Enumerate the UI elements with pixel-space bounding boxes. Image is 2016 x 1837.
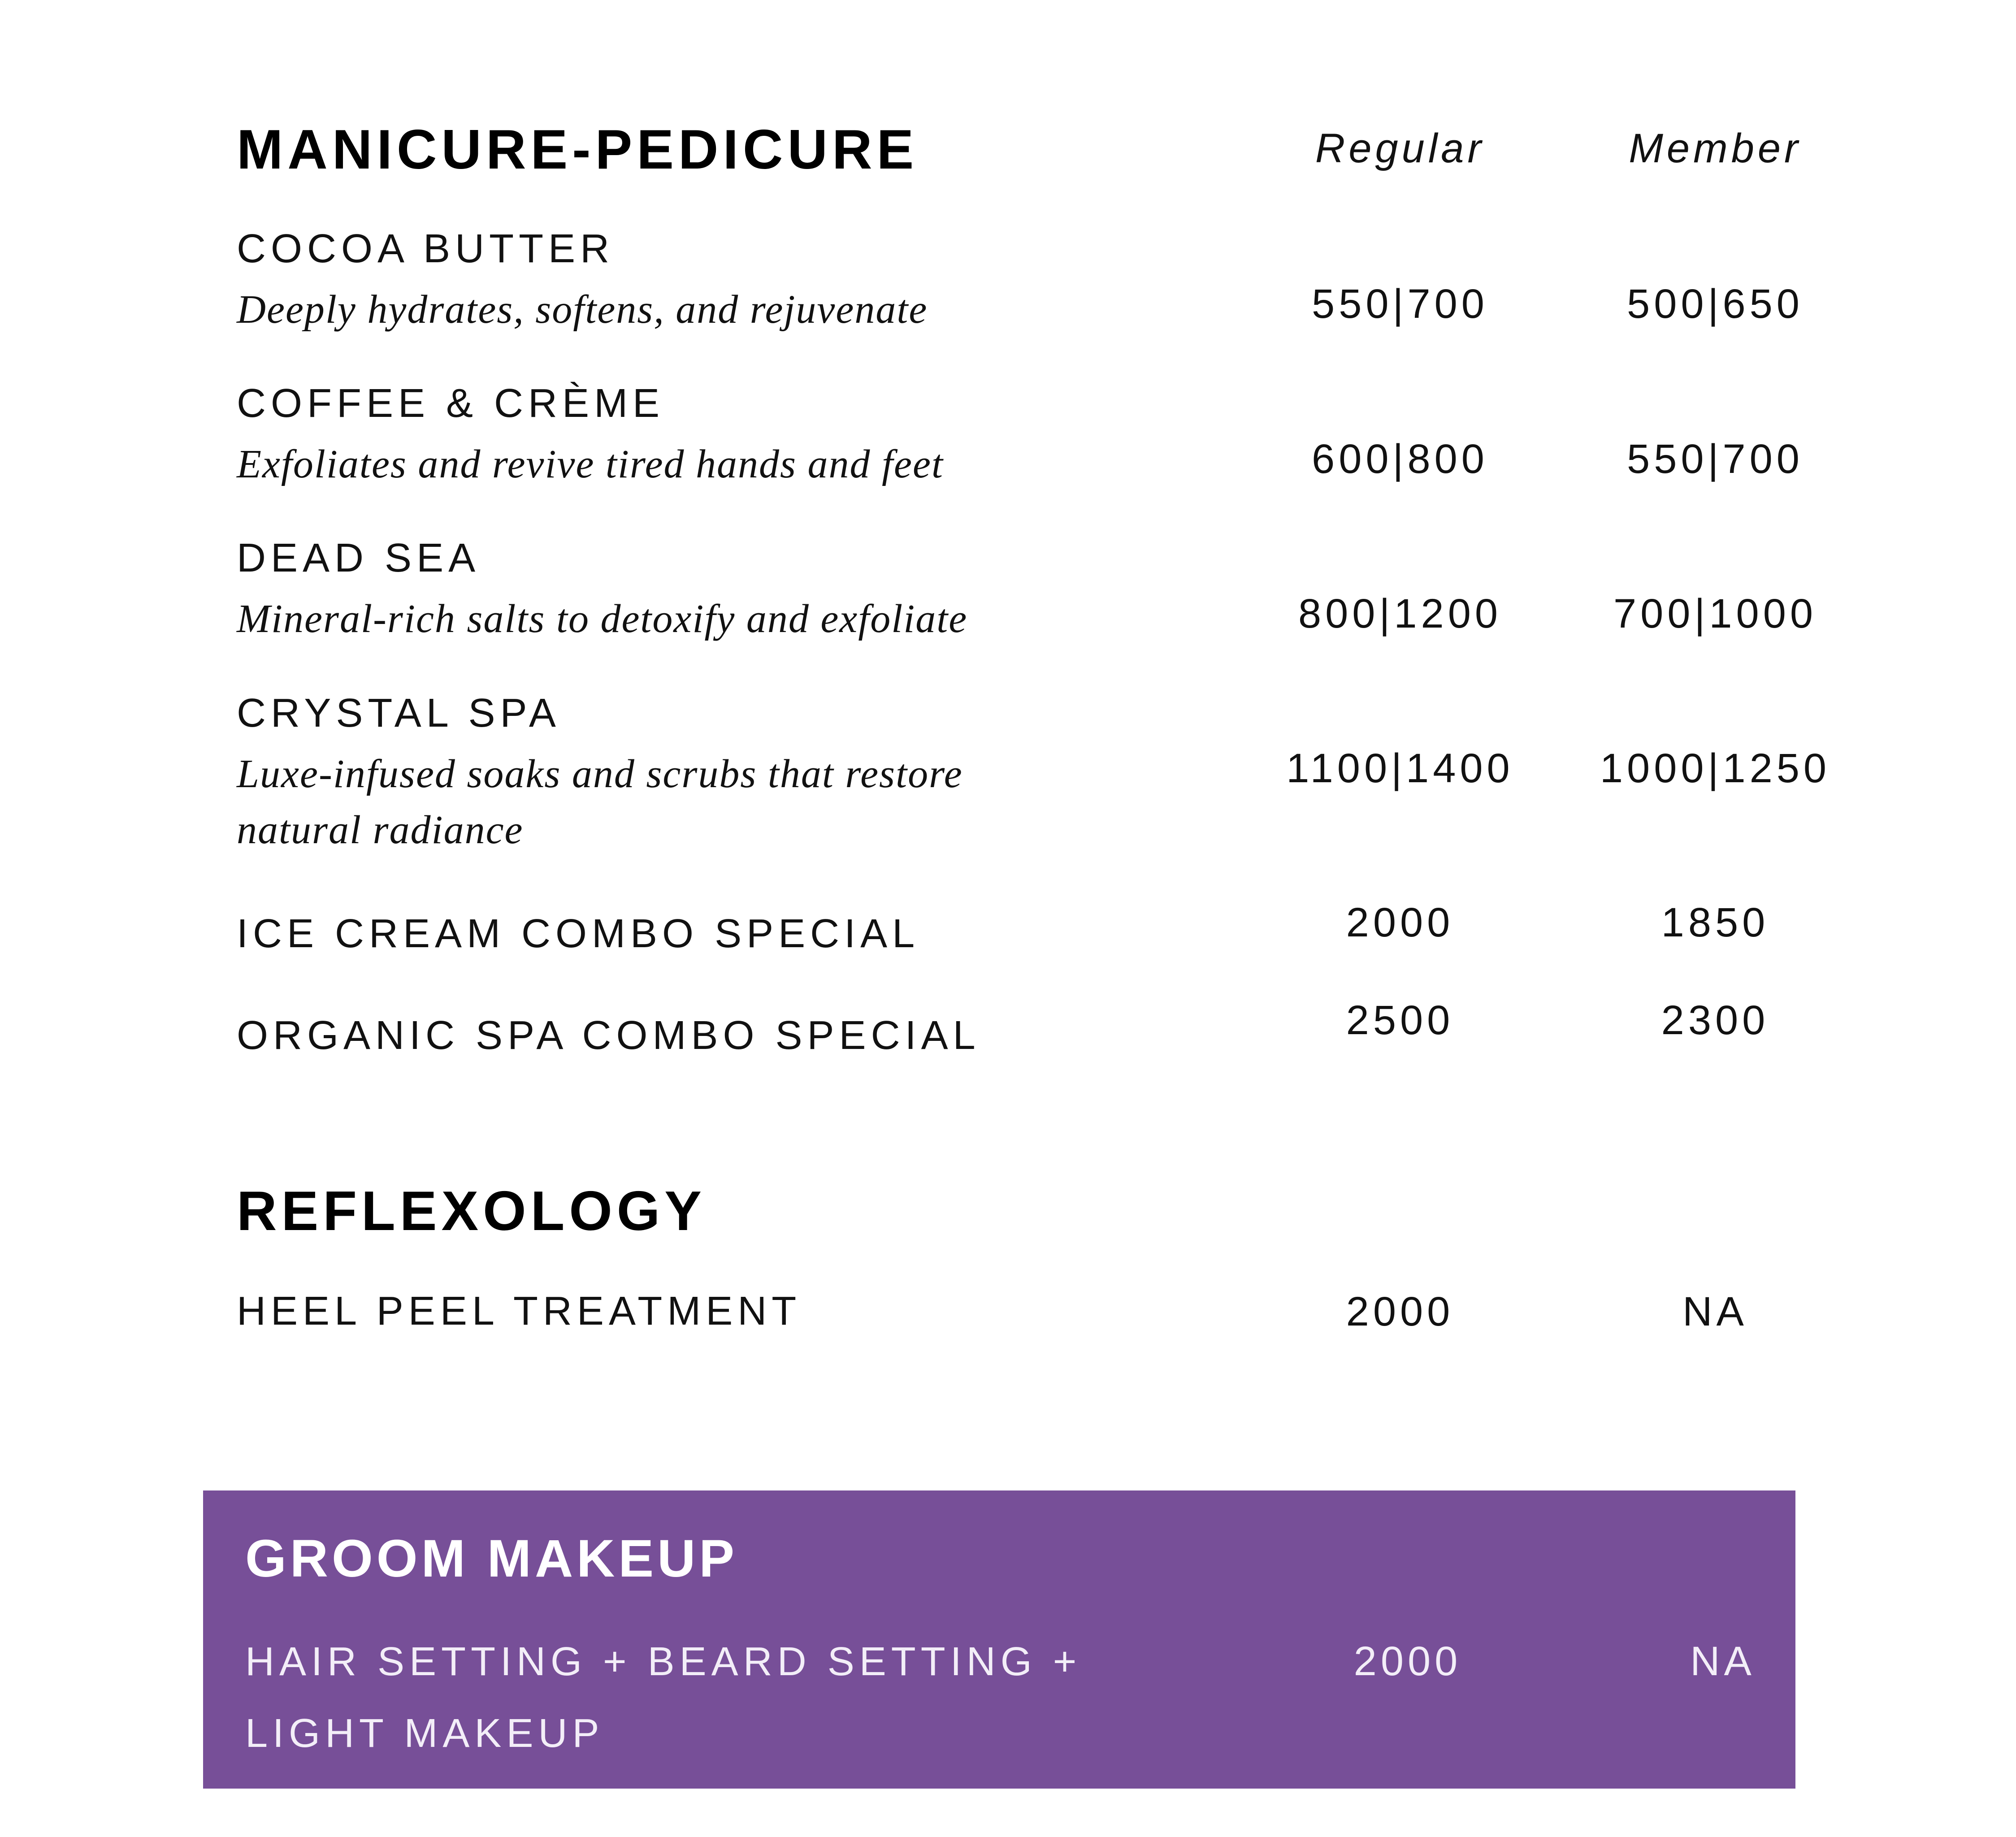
item-description: Luxe-infused soaks and scrubs that restore natural radiance xyxy=(237,752,963,852)
item-name: ORGANIC SPA COMBO SPECIAL xyxy=(237,1013,980,1058)
item-name: DEAD SEA xyxy=(237,536,481,581)
section-title-reflexology: REFLEXOLOGY xyxy=(237,1180,706,1242)
item-name: HAIR SETTING + BEARD SETTING + LIGHT MAKEUP xyxy=(245,1639,1082,1756)
price-regular: 600|800 xyxy=(1312,436,1488,482)
price-regular: 800|1200 xyxy=(1298,591,1502,637)
price-member: 700|1000 xyxy=(1613,591,1817,637)
item-name: CRYSTAL SPA xyxy=(237,691,561,736)
item-name: HEEL PEEL TREATMENT xyxy=(237,1289,802,1334)
price-member: NA xyxy=(1682,1289,1748,1334)
item-description: Mineral-rich salts to detoxify and exfoliate xyxy=(237,597,968,641)
price-regular: 2000 xyxy=(1346,900,1454,945)
column-header-regular: Regular xyxy=(1315,126,1485,171)
price-member: 1000|1250 xyxy=(1600,745,1831,791)
price-regular: 1100|1400 xyxy=(1286,745,1514,791)
price-regular: 2000 xyxy=(1346,1289,1454,1334)
item-description: Deeply hydrates, softens, and rejuvenate xyxy=(237,287,928,332)
price-regular: 550|700 xyxy=(1312,281,1488,327)
price-member: NA xyxy=(1690,1638,1756,1684)
groom-makeup-band xyxy=(203,1490,1795,1789)
section-title-manicure-pedicure: MANICURE-PEDICURE xyxy=(237,119,919,181)
price-member: 1850 xyxy=(1661,900,1769,945)
item-name: COCOA BUTTER xyxy=(237,226,615,271)
price-member: 2300 xyxy=(1661,997,1769,1043)
price-regular: 2000 xyxy=(1353,1638,1462,1684)
price-regular: 2500 xyxy=(1346,997,1454,1043)
price-member: 550|700 xyxy=(1627,436,1804,482)
price-member: 500|650 xyxy=(1627,281,1804,327)
item-name: COFFEE & CRÈME xyxy=(237,381,665,426)
item-name: ICE CREAM COMBO SPECIAL xyxy=(237,911,920,956)
item-description: Exfoliates and revive tired hands and feet xyxy=(237,442,944,486)
column-header-member: Member xyxy=(1629,126,1802,171)
section-title-groom-makeup: GROOM MAKEUP xyxy=(245,1529,738,1588)
